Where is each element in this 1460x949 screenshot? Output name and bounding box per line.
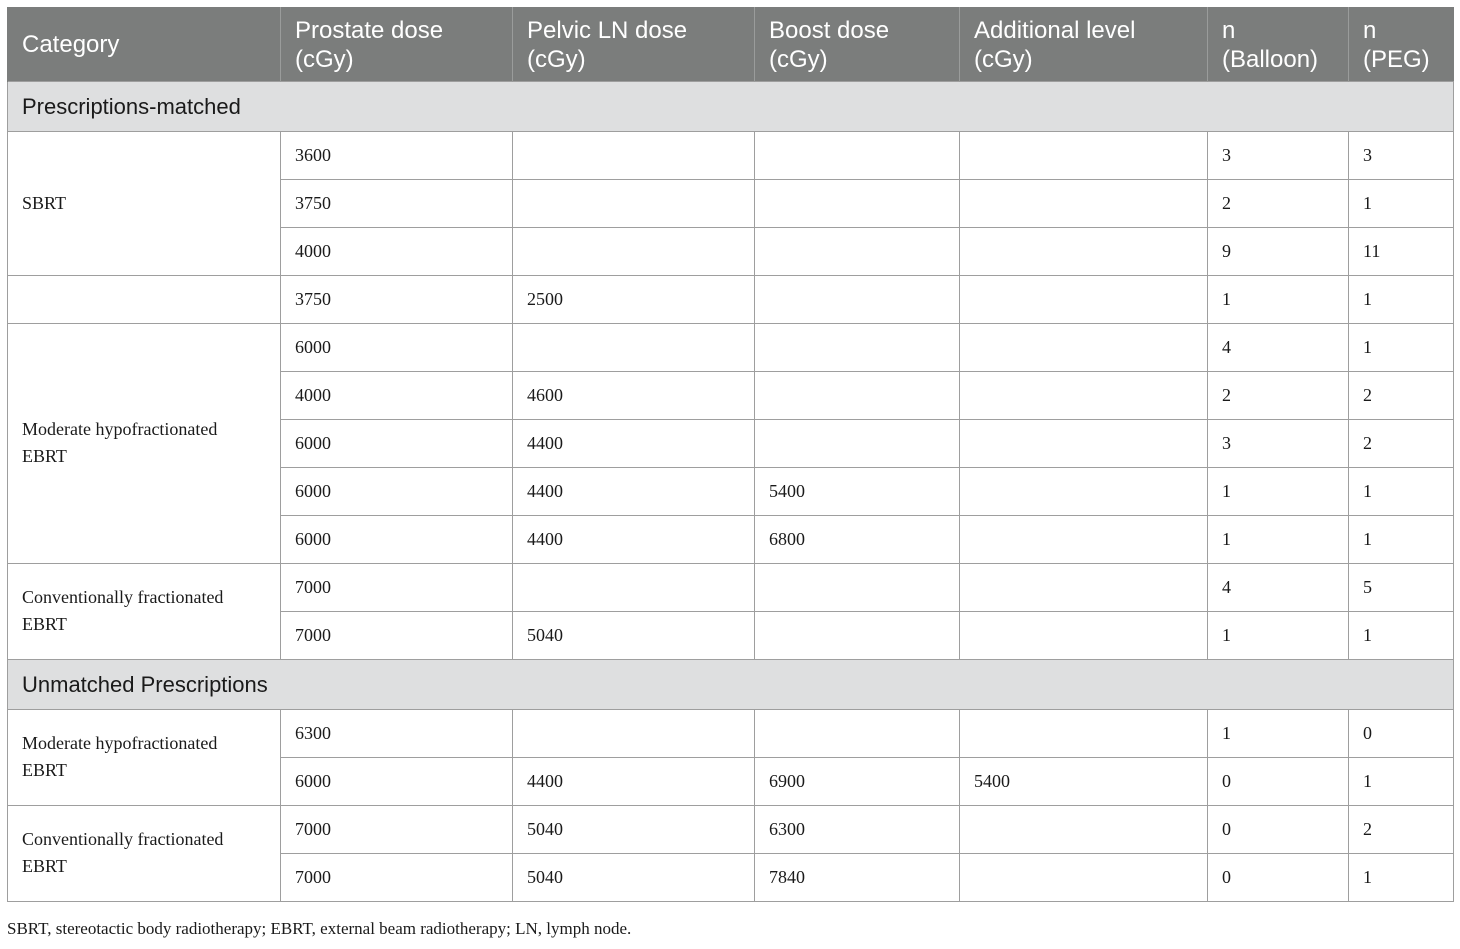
table-footnote: SBRT, stereotactic body radiotherapy; EBRT, external beam radiotherapy; LN, lymph node. bbox=[7, 919, 632, 938]
category-cell bbox=[8, 275, 281, 323]
pelvic-ln-dose-cell bbox=[513, 563, 755, 611]
n-balloon-cell: 1 bbox=[1208, 611, 1349, 659]
additional-level-cell bbox=[960, 419, 1208, 467]
n-balloon-cell: 2 bbox=[1208, 179, 1349, 227]
boost-dose-cell: 7840 bbox=[755, 853, 960, 901]
prostate-dose-cell: 7000 bbox=[281, 805, 513, 853]
n-peg-cell: 1 bbox=[1349, 515, 1454, 563]
boost-dose-cell bbox=[755, 227, 960, 275]
header-row bbox=[8, 7, 1454, 81]
category-cell: Conventionally fractionated EBRT bbox=[8, 563, 281, 659]
n-balloon-cell: 4 bbox=[1208, 563, 1349, 611]
prostate-dose-cell: 3750 bbox=[281, 179, 513, 227]
table-row bbox=[8, 563, 1454, 611]
table-body bbox=[8, 81, 1454, 901]
n-balloon-cell: 2 bbox=[1208, 371, 1349, 419]
pelvic-ln-dose-cell bbox=[513, 323, 755, 371]
section-row bbox=[8, 81, 1454, 131]
boost-dose-cell: 5400 bbox=[755, 467, 960, 515]
n-peg-cell: 1 bbox=[1349, 323, 1454, 371]
boost-dose-cell bbox=[755, 563, 960, 611]
additional-level-cell bbox=[960, 227, 1208, 275]
header-n-balloon: n (Balloon) bbox=[1208, 7, 1349, 81]
n-balloon-cell: 0 bbox=[1208, 853, 1349, 901]
category-cell: Moderate hypofractionated EBRT bbox=[8, 709, 281, 805]
prostate-dose-cell: 6000 bbox=[281, 515, 513, 563]
additional-level-cell: 5400 bbox=[960, 757, 1208, 805]
additional-level-cell bbox=[960, 371, 1208, 419]
table-row bbox=[8, 323, 1454, 371]
n-peg-cell: 0 bbox=[1349, 709, 1454, 757]
dose-table bbox=[7, 7, 1454, 902]
additional-level-cell bbox=[960, 805, 1208, 853]
prostate-dose-cell: 7000 bbox=[281, 563, 513, 611]
pelvic-ln-dose-cell: 2500 bbox=[513, 275, 755, 323]
boost-dose-cell bbox=[755, 709, 960, 757]
n-balloon-cell: 0 bbox=[1208, 805, 1349, 853]
n-balloon-cell: 1 bbox=[1208, 709, 1349, 757]
n-balloon-cell: 1 bbox=[1208, 467, 1349, 515]
n-peg-cell: 1 bbox=[1349, 275, 1454, 323]
n-balloon-cell: 1 bbox=[1208, 515, 1349, 563]
prostate-dose-cell: 6000 bbox=[281, 419, 513, 467]
prostate-dose-cell: 7000 bbox=[281, 853, 513, 901]
n-peg-cell: 2 bbox=[1349, 371, 1454, 419]
additional-level-cell bbox=[960, 275, 1208, 323]
n-peg-cell: 2 bbox=[1349, 805, 1454, 853]
boost-dose-cell bbox=[755, 179, 960, 227]
pelvic-ln-dose-cell: 4600 bbox=[513, 371, 755, 419]
section-label: Unmatched Prescriptions bbox=[8, 659, 1454, 709]
n-peg-cell: 5 bbox=[1349, 563, 1454, 611]
header-prostate-dose: Prostate dose (cGy) bbox=[281, 7, 513, 81]
prostate-dose-cell: 6000 bbox=[281, 323, 513, 371]
pelvic-ln-dose-cell bbox=[513, 709, 755, 757]
section-label: Prescriptions-matched bbox=[8, 81, 1454, 131]
n-balloon-cell: 3 bbox=[1208, 419, 1349, 467]
n-peg-cell: 1 bbox=[1349, 467, 1454, 515]
pelvic-ln-dose-cell: 5040 bbox=[513, 853, 755, 901]
additional-level-cell bbox=[960, 467, 1208, 515]
n-peg-cell: 11 bbox=[1349, 227, 1454, 275]
n-peg-cell: 2 bbox=[1349, 419, 1454, 467]
additional-level-cell bbox=[960, 853, 1208, 901]
pelvic-ln-dose-cell: 4400 bbox=[513, 419, 755, 467]
table-row bbox=[8, 709, 1454, 757]
boost-dose-cell bbox=[755, 419, 960, 467]
category-cell: Conventionally fractionated EBRT bbox=[8, 805, 281, 901]
n-balloon-cell: 0 bbox=[1208, 757, 1349, 805]
additional-level-cell bbox=[960, 611, 1208, 659]
n-balloon-cell: 9 bbox=[1208, 227, 1349, 275]
prostate-dose-cell: 4000 bbox=[281, 371, 513, 419]
category-cell: Moderate hypofractionated EBRT bbox=[8, 323, 281, 563]
pelvic-ln-dose-cell: 4400 bbox=[513, 757, 755, 805]
prostate-dose-cell: 3600 bbox=[281, 131, 513, 179]
boost-dose-cell bbox=[755, 131, 960, 179]
table-row bbox=[8, 275, 1454, 323]
n-balloon-cell: 3 bbox=[1208, 131, 1349, 179]
boost-dose-cell: 6300 bbox=[755, 805, 960, 853]
header-n-peg: n (PEG) bbox=[1349, 7, 1454, 81]
pelvic-ln-dose-cell: 5040 bbox=[513, 805, 755, 853]
boost-dose-cell bbox=[755, 275, 960, 323]
boost-dose-cell: 6800 bbox=[755, 515, 960, 563]
n-balloon-cell: 4 bbox=[1208, 323, 1349, 371]
additional-level-cell bbox=[960, 515, 1208, 563]
table-container bbox=[7, 7, 1453, 902]
additional-level-cell bbox=[960, 709, 1208, 757]
n-balloon-cell: 1 bbox=[1208, 275, 1349, 323]
header-pelvic-ln-dose: Pelvic LN dose (cGy) bbox=[513, 7, 755, 81]
n-peg-cell: 3 bbox=[1349, 131, 1454, 179]
pelvic-ln-dose-cell: 4400 bbox=[513, 515, 755, 563]
additional-level-cell bbox=[960, 563, 1208, 611]
pelvic-ln-dose-cell bbox=[513, 179, 755, 227]
pelvic-ln-dose-cell bbox=[513, 227, 755, 275]
n-peg-cell: 1 bbox=[1349, 611, 1454, 659]
pelvic-ln-dose-cell: 4400 bbox=[513, 467, 755, 515]
header-additional-level: Additional level (cGy) bbox=[960, 7, 1208, 81]
header-boost-dose: Boost dose (cGy) bbox=[755, 7, 960, 81]
prostate-dose-cell: 6000 bbox=[281, 757, 513, 805]
n-peg-cell: 1 bbox=[1349, 179, 1454, 227]
table-row bbox=[8, 131, 1454, 179]
boost-dose-cell bbox=[755, 371, 960, 419]
additional-level-cell bbox=[960, 323, 1208, 371]
n-peg-cell: 1 bbox=[1349, 853, 1454, 901]
pelvic-ln-dose-cell: 5040 bbox=[513, 611, 755, 659]
additional-level-cell bbox=[960, 179, 1208, 227]
prostate-dose-cell: 6300 bbox=[281, 709, 513, 757]
boost-dose-cell bbox=[755, 611, 960, 659]
prostate-dose-cell: 4000 bbox=[281, 227, 513, 275]
pelvic-ln-dose-cell bbox=[513, 131, 755, 179]
header-category: Category bbox=[8, 7, 281, 81]
boost-dose-cell: 6900 bbox=[755, 757, 960, 805]
table-row bbox=[8, 805, 1454, 853]
prostate-dose-cell: 3750 bbox=[281, 275, 513, 323]
prostate-dose-cell: 6000 bbox=[281, 467, 513, 515]
prostate-dose-cell: 7000 bbox=[281, 611, 513, 659]
boost-dose-cell bbox=[755, 323, 960, 371]
category-cell: SBRT bbox=[8, 131, 281, 275]
section-row bbox=[8, 659, 1454, 709]
additional-level-cell bbox=[960, 131, 1208, 179]
n-peg-cell: 1 bbox=[1349, 757, 1454, 805]
